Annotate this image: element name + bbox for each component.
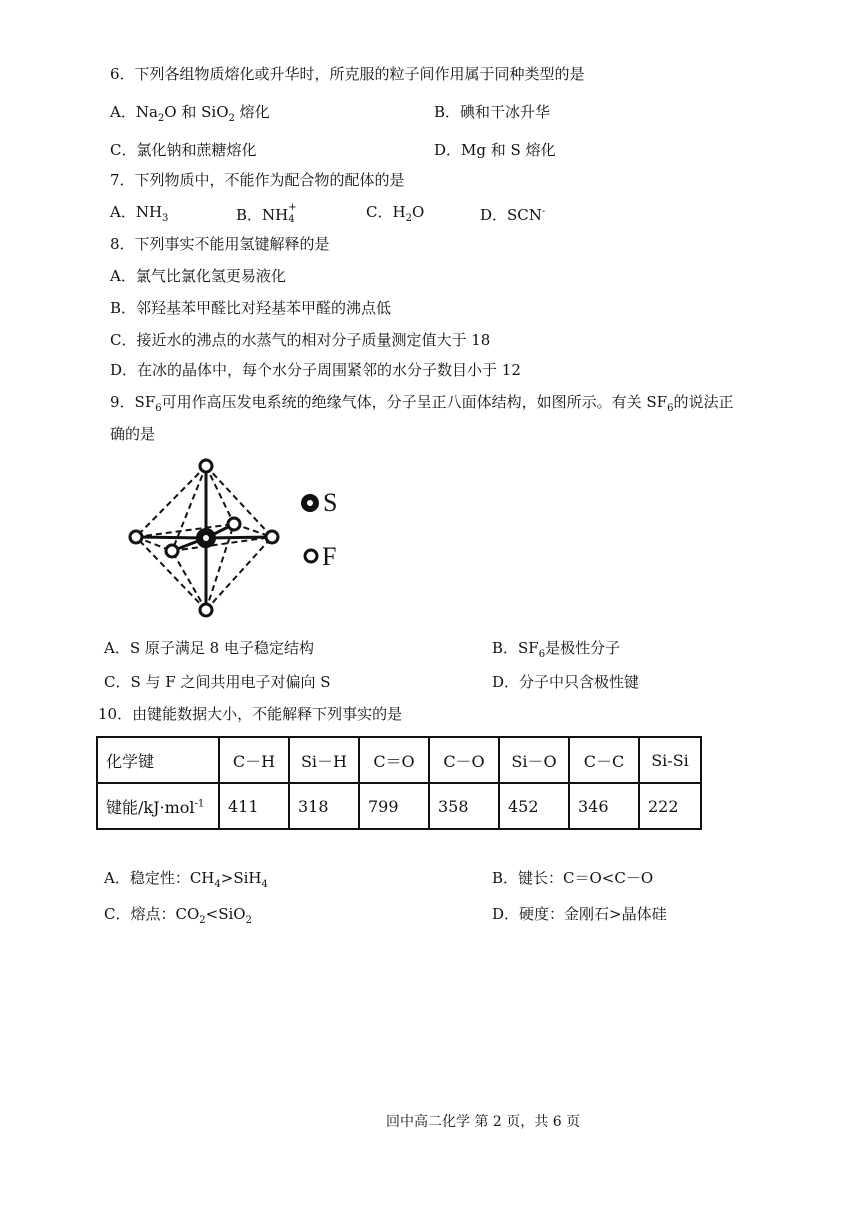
table-cell: Si-Si <box>639 737 701 783</box>
table-cell: C－H <box>219 737 289 783</box>
table-cell: 222 <box>639 783 701 829</box>
table-row-bonds <box>97 737 701 783</box>
table-cell: Si－H <box>289 737 359 783</box>
q10-option-a: A．稳定性：$CH_4>SiH_4$ <box>104 869 268 890</box>
q6-option-b: B．碘和干冰升华 <box>434 103 551 121</box>
table-cell: C－O <box>429 737 499 783</box>
bond-energy-table <box>96 736 702 830</box>
q7-option-a: A．$NH_3$ <box>110 203 169 224</box>
page-footer: 回中高二化学 第 2 页，共 6 页 <box>386 1114 581 1130</box>
q10-option-d: D．硬度：金刚石>晶体硅 <box>492 905 667 923</box>
q8-option-c: C．接近水的沸点的水蒸气的相对分子质量测定值大于 18 <box>110 331 491 349</box>
q7-option-c: C．$H_2O$ <box>366 203 425 224</box>
q9-option-a: A．S 原子满足 8 电子稳定结构 <box>104 639 314 657</box>
q6-option-a: A．$Na_2O$ 和 SiO$_2$ 熔化 <box>110 103 270 124</box>
q6-stem: 6．下列各组物质熔化或升华时，所克服的粒子间作用属于同种类型的是 <box>110 65 585 83</box>
q9-option-c: C．S 与 F 之间共用电子对偏向 S <box>104 673 331 691</box>
q8-option-a: A．氯气比氯化氢更易液化 <box>110 267 286 285</box>
q7-option-d: D．SCN- <box>480 206 546 224</box>
q9-stem-line2: 确的是 <box>110 425 156 443</box>
table-cell: 346 <box>569 783 639 829</box>
q9-option-b: B．$SF_6$是极性分子 <box>492 639 621 660</box>
q6-option-d: D．Mg 和 S 熔化 <box>434 141 556 159</box>
legend-f-marker <box>305 550 317 562</box>
q10-stem: 10．由键能数据大小，不能解释下列事实的是 <box>98 705 403 723</box>
sf6-octahedron-diagram <box>118 456 358 626</box>
q9-stem-line1: 9．$SF_6$可用作高压发电系统的绝缘气体，分子呈正八面体结构，如图所示。有关 $SF_6$的说法正 <box>110 393 734 414</box>
q8-stem: 8．下列事实不能用氢键解释的是 <box>110 235 330 253</box>
q8-option-b: B．邻羟基苯甲醛比对羟基苯甲醛的沸点低 <box>110 299 392 317</box>
table-cell: 358 <box>429 783 499 829</box>
q7-stem: 7．下列物质中，不能作为配合物的配体的是 <box>110 171 405 189</box>
q9-option-d: D．分子中只含极性键 <box>492 673 640 691</box>
table-cell: 318 <box>289 783 359 829</box>
table-cell: 452 <box>499 783 569 829</box>
q10-option-b: B．键长：C＝O<C－O <box>492 869 654 887</box>
q7-option-b: B．NH + 4 <box>236 202 297 225</box>
q10-option-c: C．熔点：$CO_2<SiO_2$ <box>104 905 252 926</box>
table-cell: 799 <box>359 783 429 829</box>
table-header-bond: 化学键 <box>97 737 219 783</box>
q8-option-d: D．在冰的晶体中，每个水分子周围紧邻的水分子数目小于 12 <box>110 361 521 379</box>
legend-f-label: F <box>322 542 337 571</box>
table-cell: 411 <box>219 783 289 829</box>
table-cell: C－C <box>569 737 639 783</box>
q6-option-c: C．氯化钠和蔗糖熔化 <box>110 141 257 159</box>
table-row-energies <box>97 783 701 829</box>
table-header-energy: 键能/kJ·mol$^{-1}$ <box>97 783 219 829</box>
table-cell: C＝O <box>359 737 429 783</box>
legend-s-label: S <box>323 488 338 517</box>
table-cell: Si－O <box>499 737 569 783</box>
